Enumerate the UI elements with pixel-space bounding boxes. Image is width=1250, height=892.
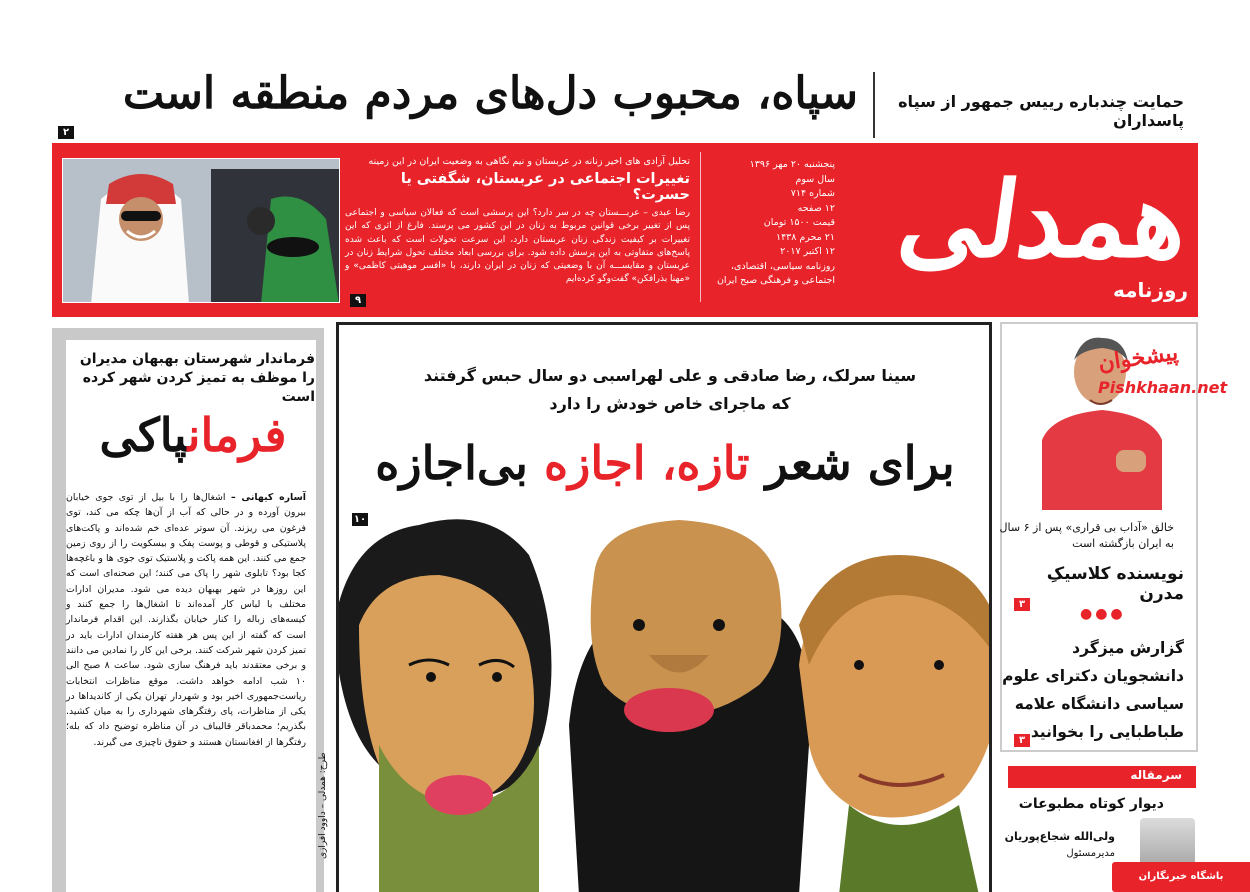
source-badge[interactable]: باشگاه خبرنگاران (1112, 862, 1250, 892)
car-photo-illustration (62, 159, 339, 303)
center-kicker-line2: که ماجرای خاص خودش را دارد (549, 394, 791, 413)
issue-pages: ۱۲ صفحه (797, 202, 835, 214)
illustration-credit: طرح: همدلی – داوود افرازی (318, 752, 328, 859)
issue-tagline-2: اجتماعی و فرهنگی صبح ایران (716, 275, 835, 286)
author-page-ref: ۳ (1014, 598, 1030, 611)
center-title-part1: برای شعر (749, 436, 955, 490)
issue-year: سال سوم (795, 173, 835, 185)
teaser-photo[interactable] (62, 158, 340, 303)
center-title[interactable] (355, 436, 975, 490)
separator-dots: ●●● (1080, 606, 1126, 622)
center-kicker (360, 362, 980, 418)
top-divider (873, 72, 875, 138)
watermark-site: Pishkhaan.net (1098, 378, 1228, 397)
author-caption: خالق «آداب بی قراری» پس از ۶ سال به ایران بازگشته است (999, 521, 1174, 550)
issue-price: قیمت ۱۵۰۰ تومان (763, 217, 835, 228)
watermark-logo: پیشخوان (1096, 339, 1180, 377)
editor-name: ولی‌الله شجاع‌پوریان (1004, 830, 1115, 843)
logo-prefix: روزنامه (1113, 278, 1188, 302)
teaser-title[interactable]: تغییرات اجتماعی در عربستان، شگفتی یا حسرت؟ (400, 171, 690, 203)
newspaper-logo[interactable] (828, 150, 1197, 310)
center-title-part2: تازه، اجازه (544, 436, 750, 490)
masthead-separator (700, 152, 701, 302)
center-title-part3: بی‌اجازه (375, 436, 545, 490)
top-subhead: حمایت چندباره رییس جمهور از سپاه پاسداران (898, 92, 1184, 130)
editor-role: مدیرمسئول (1066, 848, 1115, 859)
issue-number: شماره ۷۱۴ (790, 188, 835, 199)
left-title-part2: پاکی (99, 408, 188, 462)
left-kicker: فرماندار شهرستان بهبهان مدیران را موظف به تمیز کردن شهر کرده است (79, 351, 315, 405)
headline-page-ref: ۲ (58, 126, 74, 139)
main-headline[interactable]: سپاه، محبوب دل‌های مردم منطقه است (122, 68, 858, 119)
teaser-article[interactable] (345, 155, 690, 287)
left-title-part1: فرمان (187, 408, 287, 462)
center-kicker-line1: سینا سرلک، رضا صادقی و علی لهراسبی دو سال حبس گرفتند (423, 366, 917, 385)
author-story-title[interactable]: نویسنده کلاسیکِ مدرن (1046, 564, 1184, 604)
issue-date: پنجشنبه ۲۰ مهر ۱۳۹۶ (749, 159, 835, 170)
editorial-title[interactable]: دیوار کوتاه مطبوعات (1018, 796, 1164, 812)
center-page-ref: ۱۰ (353, 514, 367, 525)
issue-hijri-date: ۲۱ محرم ۱۴۳۸ (775, 231, 835, 243)
left-author: آساره کیهانی – (230, 492, 307, 503)
issue-tagline-1: روزنامه سیاسی، اقتصادی، (730, 260, 835, 272)
logo-text: همدلی (891, 158, 1197, 281)
teaser-kicker: تحلیل آزادی های اخیر زنانه در عربستان و نیم نگاهی به وضعیت ایران در این زمینه (368, 156, 690, 167)
issue-gregorian-date: ۱۲ اکتبر ۲۰۱۷ (780, 246, 835, 257)
editorial-label: سرمقاله (1130, 768, 1182, 782)
issue-info (705, 158, 835, 289)
left-title[interactable] (71, 408, 315, 462)
teaser-page-ref: ۹ (350, 294, 366, 307)
roundtable-page-ref: ۳ (1014, 734, 1030, 747)
roundtable-title[interactable]: گزارش میزگرد دانشجویان دکترای علوم سیاسی دانشگاه علامه طباطبایی را بخوانید (1002, 639, 1184, 741)
teaser-body: رضا عبدی – عربـــستان چه در سر دارد؟ این پرسشی است که فعالان سیاسی و اجتماعی پس از تغییر برخی قوانین مربوط به زنان در این کشور می پرسند. فارغ از اثری که این تغییرات بر کیفیت زندگی زنان عربستان دارد، این سرعت تحولات است که باعث شده پاسخ‌های متفاوتی به این پرسش داده شود. برای بررسی ابعاد مختلف تحول شرایط زنان در عربستان و مقایســـه آن با وضعیتی که زنان در ایران دارند، با «افسر موهبتی کاظمی» و «مهنا بذرافکن» گفت‌وگو کرده‌ایم (345, 208, 690, 285)
left-article-body (66, 490, 306, 750)
left-body-text: اشغال‌ها را با بیل از توی جوی خیابان بیرون آورده و در حالی که آب از آن‌ها چکه می کند، توی فرغون می ریزند. آن سوتر عده‌ای خم شده‌اند و پاکت‌های پلاستیکی و قوطی و پوست پفک و بیسکویت را از روی زمین جمع می کنند. این همه پاکت و پلاستیک توی جوی ها و باغچه‌ها کجا بود؟ تابلوی شهر را پاک می کنند؛ این صحنه‌ای است که این روزها در شهر بهبهان دیده می شود. مدیران ادارات مختلف با لباس کار آمده‌اند تا اشغال‌ها را جمع کنند و کیسه‌های زباله را کنار خیابان بگذارند. این اقدام فرماندار است که گفته از این پس هر هفته کارمندان ادارات باید در تمیز کردن شهر شرکت کنند. برخی این کار را نمادین می دانند و برخی معتقدند باید فرهنگ سازی شود. ساعت ۸ صبح الی ۱۰ شب ادامه خواهد داشت. موقع مناظرات انتخابات ریاست‌جمهوری اخیر بود و شهردار تهران یکی از کاندیداها در یکی از مناظرات، پای رفتگرهای شهرداری را به میان کشید. بگذریم؛ محمدباقر قالیباف در آن مناظره توضیح داد که بله؛ رفتگرها از افغانستان هستند و حقوق ناچیزی می گیرند. (66, 492, 306, 748)
